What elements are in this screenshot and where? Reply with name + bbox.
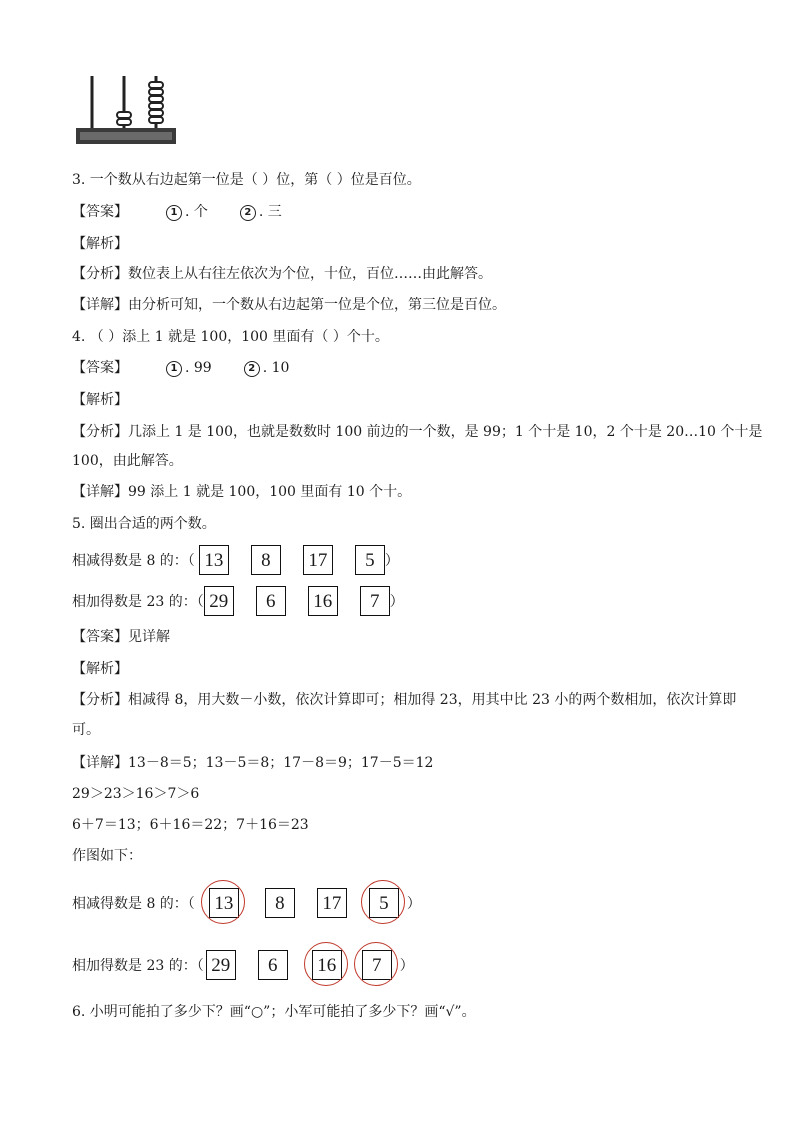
q5-detail-line3: 6＋7＝13；6＋16＝22；7＋16＝23 bbox=[72, 817, 309, 833]
q4-analysis bbox=[72, 422, 762, 442]
number-box: 5 bbox=[355, 545, 385, 575]
red-circle-icon bbox=[201, 880, 245, 924]
red-circle-icon bbox=[354, 942, 398, 986]
q5-solution-sub-row bbox=[72, 888, 421, 918]
q3-analysis bbox=[72, 264, 492, 284]
q5-answer bbox=[72, 627, 170, 647]
detail-tag: 【详解】 bbox=[72, 755, 128, 771]
q3-detail bbox=[72, 295, 506, 315]
analysis-tag: 【分析】 bbox=[72, 266, 128, 282]
q3-answer-2: . 三 bbox=[258, 204, 282, 220]
number-box: 29 bbox=[206, 950, 236, 980]
q4-detail bbox=[72, 482, 411, 502]
number-box: 17 bbox=[317, 888, 347, 918]
q4-answer-2: . 10 bbox=[262, 360, 290, 376]
q3-question: 3. 一个数从右边起第一位是（ ）位，第（ ）位是百位。 bbox=[72, 172, 421, 188]
q3-answer-1: . 个 bbox=[185, 204, 208, 220]
number-box-circled bbox=[312, 950, 342, 980]
number-box-circled bbox=[209, 888, 239, 918]
q5-analysis-cont: 可。 bbox=[72, 722, 100, 738]
answer-tag: 【答案】 bbox=[72, 360, 128, 376]
q6-question: 6. 小明可能拍了多少下？画“○”；小军可能拍了多少下？画“√”。 bbox=[72, 1004, 476, 1020]
number-box: 8 bbox=[251, 545, 281, 575]
number-box-circled bbox=[369, 888, 399, 918]
q4-analysis-cont: 100，由此解答。 bbox=[72, 453, 183, 469]
answer-tag: 【答案】 bbox=[72, 629, 128, 645]
q4-answer bbox=[72, 358, 289, 378]
q5-sub-label: 相减得数是 8 的：（ bbox=[72, 553, 195, 569]
q5-add-label: 相加得数是 23 的：（ bbox=[72, 958, 204, 974]
circled-number-icon: 1 bbox=[166, 205, 182, 221]
number-box: 6 bbox=[256, 586, 286, 616]
number: 7 bbox=[371, 955, 382, 976]
red-circle-icon bbox=[361, 880, 405, 924]
q5-detail-line2: 29＞23＞16＞7＞6 bbox=[72, 786, 200, 802]
q5-sub-label: 相减得数是 8 的：（ bbox=[72, 896, 195, 912]
analysis-tag: 【分析】 bbox=[72, 692, 128, 708]
q4-question: 4. （ ）添上 1 就是 100，100 里面有（ ）个十。 bbox=[72, 329, 389, 345]
number-box: 6 bbox=[258, 950, 288, 980]
q5-sub-row bbox=[72, 545, 399, 575]
red-circle-icon bbox=[304, 942, 348, 986]
number: 5 bbox=[379, 893, 389, 914]
q5-answer-text: 见详解 bbox=[128, 629, 170, 645]
q5-detail-line4: 作图如下： bbox=[72, 848, 142, 864]
q5-question: 5. 圈出合适的两个数。 bbox=[72, 516, 216, 532]
circled-number-icon: 2 bbox=[244, 361, 260, 377]
q4-jiexi: 【解析】 bbox=[72, 392, 128, 408]
q3-detail-text: 由分析可知，一个数从右边起第一位是个位，第三位是百位。 bbox=[128, 297, 506, 313]
circled-number-icon: 1 bbox=[166, 361, 182, 377]
q3-analysis-text: 数位表上从右往左依次为个位，十位，百位……由此解答。 bbox=[128, 266, 492, 282]
close-paren: ） bbox=[389, 594, 404, 610]
q3-jiexi: 【解析】 bbox=[72, 236, 128, 252]
q5-detail bbox=[72, 753, 433, 773]
q3-answer bbox=[72, 202, 282, 222]
q5-add-row bbox=[72, 586, 404, 616]
q4-detail-text: 99 添上 1 就是 100，100 里面有 10 个十。 bbox=[128, 484, 412, 500]
number: 16 bbox=[317, 955, 337, 976]
number-box: 16 bbox=[308, 586, 338, 616]
number-box: 8 bbox=[265, 888, 295, 918]
q5-solution-add-row bbox=[72, 950, 414, 980]
number-box: 17 bbox=[303, 545, 333, 575]
circled-number-icon: 2 bbox=[240, 205, 256, 221]
abacus-image bbox=[74, 72, 180, 148]
q4-analysis-text: 几添上 1 是 100，也就是数数时 100 前边的一个数，是 99；1 个十是 10，2 个十是 20…10 个十是 bbox=[128, 424, 763, 440]
close-paren: ） bbox=[384, 553, 399, 569]
q5-detail-text: 13－8＝5；13－5＝8；17－8＝9；17－5＝12 bbox=[128, 755, 434, 771]
analysis-tag: 【分析】 bbox=[72, 424, 128, 440]
detail-tag: 【详解】 bbox=[72, 484, 128, 500]
q4-answer-1: . 99 bbox=[185, 360, 212, 376]
close-paren: ） bbox=[399, 958, 414, 974]
number-box: 13 bbox=[199, 545, 229, 575]
number-box-circled bbox=[362, 950, 392, 980]
close-paren: ） bbox=[406, 896, 421, 912]
q5-jiexi: 【解析】 bbox=[72, 661, 128, 677]
answer-tag: 【答案】 bbox=[72, 204, 128, 220]
q5-analysis bbox=[72, 690, 736, 710]
number: 13 bbox=[214, 893, 234, 914]
detail-tag: 【详解】 bbox=[72, 297, 128, 313]
number-box: 7 bbox=[360, 586, 390, 616]
q5-analysis-text: 相减得 8，用大数－小数，依次计算即可；相加得 23，用其中比 23 小的两个数相加，依次计算即 bbox=[128, 692, 737, 708]
q5-add-label: 相加得数是 23 的：（ bbox=[72, 594, 204, 610]
number-box: 29 bbox=[204, 586, 234, 616]
